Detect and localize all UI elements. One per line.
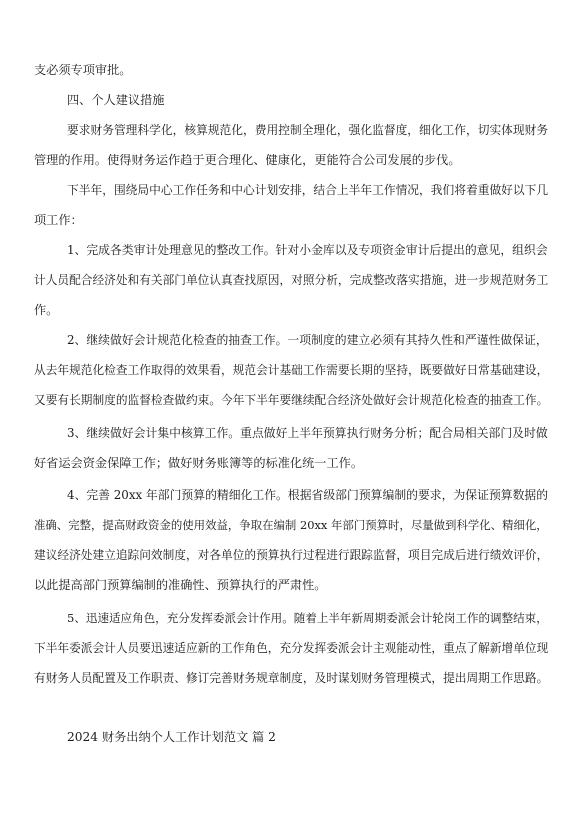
text-line-15: 4、完善 20xx 年部门预算的精细化工作。根据省级部门预算编制的要求，为保证预算数据的 [67,488,549,502]
text-line-5: 下半年，围绕局中心工作任务和中心计划安排，结合上半年工作情况，我们将着重做好以下几 [67,183,549,197]
text-line-7: 1、完成各类审计处理意见的整改工作。针对小金库以及专项资金审计后提出的意见，组织会 [67,243,548,257]
text-line-11: 从去年规范化检查工作取得的效果看，规范会计基础工作需要长期的坚持，既要做好日常基础建设， [34,363,549,377]
text-line-20: 下半年委派会计人员要迅速适应新的工作角色，充分发挥委派会计主观能动性，重点了解新增单位现 [34,641,549,655]
text-line-9: 作。 [34,303,59,317]
text-line-21: 有财务人员配置及工作职责、修订完善财务规章制度，及时谋划财务管理模式，提出周期工作思路。 [34,671,549,685]
text-line-10: 2、继续做好会计规范化检查的抽查工作。一项制度的建立必须有其持久性和严谨性做保证， [67,333,548,347]
text-line-4: 管理的作用。使得财务运作趋于更合理化、健康化，更能符合公司发展的步伐。 [34,153,461,167]
text-line-8: 计人员配合经济处和有关部门单位认真查找原因，对照分析，完成整改落实措施，进一步规范财务工 [34,273,549,287]
text-line-19: 5、迅速适应角色，充分发挥委派会计作用。随着上半年新周期委派会计轮岗工作的调整结束， [67,611,548,625]
text-line-16: 准确、完整，提高财政资金的使用效益，争取在编制 20xx 年部门预算时，尽量做到科学化、精细化， [34,518,548,532]
text-line-13: 3、继续做好会计集中核算工作。重点做好上半年预算执行财务分析；配合局相关部门及时做 [67,426,548,440]
text-line-14: 好省运会资金保障工作；做好财务账簿等的标准化统一工作。 [34,456,364,470]
section-title: 2024 财务出纳个人工作计划范文 篇 2 [67,730,276,744]
text-line-12: 又要有长期制度的监督检查做约束。今年下半年要继续配合经济处做好会计规范化检查的抽查工作。 [34,393,549,407]
text-line-17: 建议经济处建立追踪问效制度，对各单位的预算执行过程进行跟踪监督，项目完成后进行绩效评价， [34,548,549,562]
section-heading: 四、个人建议措施 [67,93,165,107]
text-line-3: 要求财务管理科学化，核算规范化，费用控制全理化，强化监督度，细化工作，切实体现财务 [67,123,549,137]
text-line-18: 以此提高部门预算编制的准确性、预算执行的严肃性。 [34,578,327,592]
text-line-1: 支必须专项审批。 [34,63,132,77]
text-line-6: 项工作： [34,213,83,227]
